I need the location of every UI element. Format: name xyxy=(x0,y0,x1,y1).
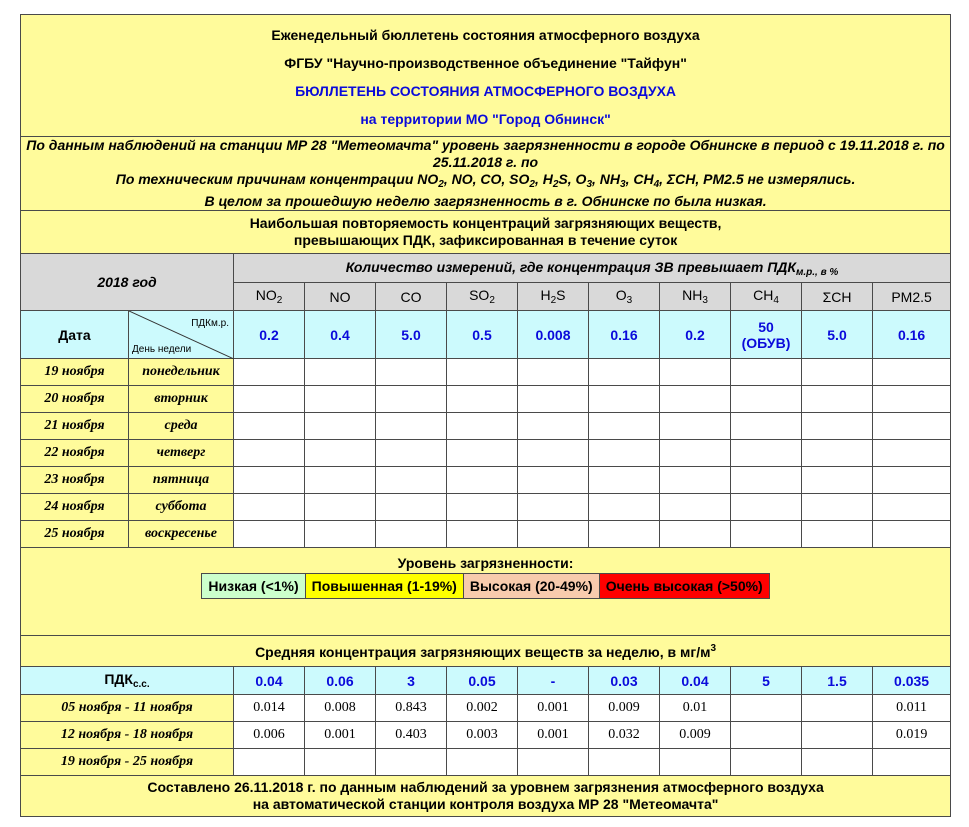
day-value-cell xyxy=(376,440,447,467)
info-line-3: В целом за прошедшую неделю загрязненность в г. Обнинске по была низкая. xyxy=(204,193,767,209)
day-value-cell xyxy=(305,440,376,467)
day-weekday: воскресенье xyxy=(129,521,234,548)
day-value-cell xyxy=(802,386,873,413)
day-value-cell xyxy=(802,467,873,494)
footer-line-2: на автоматической станции контроля воздуха МР 28 "Метеомачта" xyxy=(252,796,719,812)
day-value-cell xyxy=(305,467,376,494)
day-date: 24 ноября xyxy=(21,494,129,521)
levels-row xyxy=(21,548,951,636)
pdk-mr-value: 5.0 xyxy=(802,311,873,359)
day-value-cell xyxy=(447,521,518,548)
day-value-cell xyxy=(305,521,376,548)
average-value xyxy=(731,695,802,722)
level-item: Очень высокая (>50%) xyxy=(599,574,769,599)
average-title: Средняя концентрация загрязняющих веществ за неделю, в $мг/м^3$ xyxy=(21,636,951,667)
diag-weekday-label: День недели xyxy=(132,344,192,355)
day-value-cell xyxy=(731,494,802,521)
day-value-cell xyxy=(731,440,802,467)
average-value xyxy=(802,695,873,722)
pdk-mr-value: 50 (ОБУВ) xyxy=(731,311,802,359)
day-value-cell xyxy=(518,386,589,413)
pdk-mr-value: 0.4 xyxy=(305,311,376,359)
day-value-cell xyxy=(802,494,873,521)
day-value-cell xyxy=(873,521,951,548)
day-value-cell xyxy=(234,521,305,548)
day-value-cell xyxy=(731,467,802,494)
pdk-ss-value: 0.03 xyxy=(589,667,660,695)
year-label: 2018 год xyxy=(21,254,234,311)
pdk-mr-value: 0.16 xyxy=(873,311,951,359)
day-value-cell xyxy=(731,386,802,413)
pdk-ss-value: - xyxy=(518,667,589,695)
pdk-mr-value: 0.2 xyxy=(660,311,731,359)
pdk-ss-value: 5 xyxy=(731,667,802,695)
day-value-cell xyxy=(873,359,951,386)
day-row xyxy=(21,413,951,440)
header-line-3: БЮЛЛЕТЕНЬ СОСТОЯНИЯ АТМОСФЕРНОГО ВОЗДУХА xyxy=(295,83,677,99)
day-row xyxy=(21,440,951,467)
day-date: 23 ноября xyxy=(21,467,129,494)
pdk-mr-value: 0.2 xyxy=(234,311,305,359)
day-value-cell xyxy=(305,413,376,440)
day-date: 25 ноября xyxy=(21,521,129,548)
average-value: 0.008 xyxy=(305,695,376,722)
average-value xyxy=(518,749,589,776)
day-date: 22 ноября xyxy=(21,440,129,467)
average-row xyxy=(21,749,951,776)
day-value-cell xyxy=(447,359,518,386)
day-weekday: понедельник xyxy=(129,359,234,386)
footer-cell xyxy=(21,776,951,817)
pollutant-header: PM2.5 xyxy=(873,283,951,311)
day-value-cell xyxy=(234,413,305,440)
level-item: Низкая (<1%) xyxy=(202,574,305,599)
average-value: 0.019 xyxy=(873,722,951,749)
date-label: Дата xyxy=(21,311,129,359)
day-weekday: суббота xyxy=(129,494,234,521)
info-line-2: По техническим причинам концентрации $NO_2$, NO, CO, $SO_2$, $H_2S$, $O_3$, $NH_3$, $CH_4$, ΣCH, PM2.5 не измерялись. xyxy=(115,171,856,190)
day-value-cell xyxy=(589,359,660,386)
average-value: 0.001 xyxy=(518,695,589,722)
average-value xyxy=(234,749,305,776)
info-cell xyxy=(21,137,951,211)
pollutant-header: $NH_3$ xyxy=(660,283,731,311)
average-value xyxy=(589,749,660,776)
info-row xyxy=(21,137,951,211)
average-value xyxy=(305,749,376,776)
average-value: 0.403 xyxy=(376,722,447,749)
average-value: 0.002 xyxy=(447,695,518,722)
header-cell xyxy=(21,15,951,137)
header-line-4: на территории МО "Город Обнинск" xyxy=(360,111,611,127)
pollutant-header: $NO_2$ xyxy=(234,283,305,311)
header-line-1: Еженедельный бюллетень состояния атмосферного воздуха xyxy=(271,27,700,43)
day-value-cell xyxy=(660,521,731,548)
day-value-cell xyxy=(660,386,731,413)
day-value-cell xyxy=(376,413,447,440)
frequency-title-row xyxy=(21,211,951,254)
day-row xyxy=(21,386,951,413)
footer-line-1: Составлено 26.11.2018 г. по данным наблюдений за уровнем загрязнения атмосферного воздуха xyxy=(147,779,824,795)
day-date: 20 ноября xyxy=(21,386,129,413)
day-row xyxy=(21,494,951,521)
day-value-cell xyxy=(518,413,589,440)
average-value xyxy=(376,749,447,776)
day-value-cell xyxy=(873,386,951,413)
day-value-cell xyxy=(589,440,660,467)
diagonal-header-cell xyxy=(129,311,234,359)
day-value-cell xyxy=(873,467,951,494)
days-body xyxy=(21,359,951,548)
average-value: 0.032 xyxy=(589,722,660,749)
day-value-cell xyxy=(305,386,376,413)
pollutant-header: $O_3$ xyxy=(589,283,660,311)
day-date: 21 ноября xyxy=(21,413,129,440)
frequency-title: Наибольшая повторяемость концентраций загрязняющих веществ, превышающих ПДК, зафиксированная в течение суток xyxy=(21,211,951,254)
average-value: 0.001 xyxy=(305,722,376,749)
average-value xyxy=(660,749,731,776)
measure-label: Количество измерений, где концентрация ЗВ превышает $ПДК_{м.р., в \%}$ xyxy=(234,254,951,283)
pdk-ss-row xyxy=(21,667,951,695)
day-value-cell xyxy=(873,494,951,521)
day-value-cell xyxy=(873,413,951,440)
pdk-ss-value: 0.04 xyxy=(660,667,731,695)
average-value xyxy=(802,749,873,776)
day-value-cell xyxy=(731,413,802,440)
day-row xyxy=(21,359,951,386)
average-value: 0.003 xyxy=(447,722,518,749)
pdk-ss-value: 3 xyxy=(376,667,447,695)
average-value xyxy=(731,722,802,749)
average-period: 05 ноября - 11 ноября xyxy=(21,695,234,722)
footer-row xyxy=(21,776,951,817)
day-value-cell xyxy=(376,359,447,386)
day-value-cell xyxy=(447,467,518,494)
day-value-cell xyxy=(376,386,447,413)
average-value xyxy=(447,749,518,776)
day-date: 19 ноября xyxy=(21,359,129,386)
day-value-cell xyxy=(447,440,518,467)
day-value-cell xyxy=(802,440,873,467)
pdk-mr-value: 5.0 xyxy=(376,311,447,359)
pdk-mr-row xyxy=(21,311,951,359)
pdk-ss-value: 1.5 xyxy=(802,667,873,695)
day-value-cell xyxy=(731,359,802,386)
average-value: 0.843 xyxy=(376,695,447,722)
day-value-cell xyxy=(518,467,589,494)
day-value-cell xyxy=(376,494,447,521)
day-value-cell xyxy=(589,386,660,413)
pollutant-header: NO xyxy=(305,283,376,311)
average-value xyxy=(802,722,873,749)
levels-legend xyxy=(201,573,769,599)
day-value-cell xyxy=(589,413,660,440)
pdk-ss-value: 0.035 xyxy=(873,667,951,695)
day-value-cell xyxy=(660,494,731,521)
average-value: 0.006 xyxy=(234,722,305,749)
bulletin xyxy=(20,14,950,817)
frequency-head-row xyxy=(21,254,951,283)
pdk-ss-value: 0.06 xyxy=(305,667,376,695)
average-value: 0.01 xyxy=(660,695,731,722)
day-value-cell xyxy=(376,521,447,548)
info-line-1: По данным наблюдений на станции МР 28 "Метеомачта" уровень загрязненности в городе Обнинске в период с 19.11.2018 г. по 25.11.2018 г. по xyxy=(26,137,945,170)
day-row xyxy=(21,521,951,548)
average-value: 0.011 xyxy=(873,695,951,722)
pollutant-header: $CH_4$ xyxy=(731,283,802,311)
header-row xyxy=(21,15,951,137)
levels-title: Уровень загрязненности: xyxy=(397,555,574,571)
day-value-cell xyxy=(802,359,873,386)
day-weekday: пятница xyxy=(129,467,234,494)
day-value-cell xyxy=(518,521,589,548)
day-value-cell xyxy=(589,494,660,521)
header-line-2: ФГБУ "Научно-производственное объединение "Тайфун" xyxy=(284,55,687,71)
pdk-mr-value: 0.008 xyxy=(518,311,589,359)
day-value-cell xyxy=(447,413,518,440)
diag-pdk-label: ПДКм.р. xyxy=(191,318,229,329)
day-value-cell xyxy=(234,386,305,413)
average-value: 0.014 xyxy=(234,695,305,722)
level-item: Высокая (20-49%) xyxy=(463,574,599,599)
day-value-cell xyxy=(873,440,951,467)
day-weekday: вторник xyxy=(129,386,234,413)
levels-cell xyxy=(21,548,951,636)
bulletin-table xyxy=(20,14,951,817)
average-value: 0.001 xyxy=(518,722,589,749)
day-value-cell xyxy=(518,359,589,386)
day-value-cell xyxy=(234,467,305,494)
day-value-cell xyxy=(660,413,731,440)
day-value-cell xyxy=(589,521,660,548)
day-row xyxy=(21,467,951,494)
day-value-cell xyxy=(447,494,518,521)
day-value-cell xyxy=(518,440,589,467)
day-weekday: четверг xyxy=(129,440,234,467)
pdk-ss-label: $ПДК_{с.с.}$ xyxy=(21,667,234,695)
average-body xyxy=(21,695,951,776)
pollutant-header: ΣCH xyxy=(802,283,873,311)
pdk-mr-value: 0.16 xyxy=(589,311,660,359)
day-value-cell xyxy=(234,440,305,467)
day-value-cell xyxy=(305,494,376,521)
day-value-cell xyxy=(234,359,305,386)
day-value-cell xyxy=(234,494,305,521)
day-value-cell xyxy=(589,467,660,494)
average-title-row xyxy=(21,636,951,667)
pollutant-header: CO xyxy=(376,283,447,311)
average-value: 0.009 xyxy=(589,695,660,722)
level-item: Повышенная (1-19%) xyxy=(305,574,463,599)
day-value-cell xyxy=(376,467,447,494)
day-value-cell xyxy=(305,359,376,386)
day-value-cell xyxy=(802,413,873,440)
day-value-cell xyxy=(660,467,731,494)
pdk-ss-value: 0.04 xyxy=(234,667,305,695)
average-row xyxy=(21,722,951,749)
average-row xyxy=(21,695,951,722)
day-value-cell xyxy=(731,521,802,548)
pdk-ss-value: 0.05 xyxy=(447,667,518,695)
pollutant-header: $H_2S$ xyxy=(518,283,589,311)
day-weekday: среда xyxy=(129,413,234,440)
day-value-cell xyxy=(518,494,589,521)
day-value-cell xyxy=(660,359,731,386)
day-value-cell xyxy=(447,386,518,413)
day-value-cell xyxy=(660,440,731,467)
average-value: 0.009 xyxy=(660,722,731,749)
average-value xyxy=(873,749,951,776)
day-value-cell xyxy=(802,521,873,548)
average-value xyxy=(731,749,802,776)
average-period: 19 ноября - 25 ноября xyxy=(21,749,234,776)
average-period: 12 ноября - 18 ноября xyxy=(21,722,234,749)
pdk-mr-value: 0.5 xyxy=(447,311,518,359)
pollutant-header: $SO_2$ xyxy=(447,283,518,311)
